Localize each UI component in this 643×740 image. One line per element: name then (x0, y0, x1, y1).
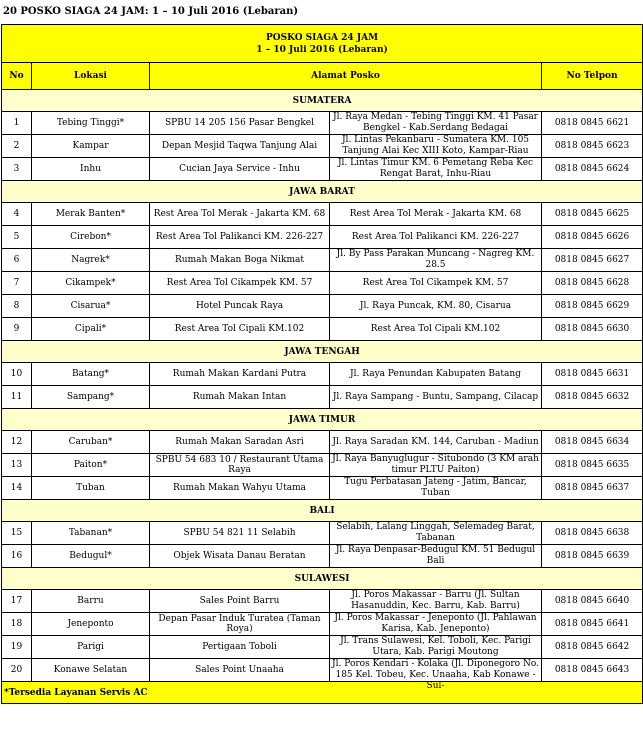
column-header-telpon: No Telpon (542, 63, 643, 90)
table-row (2, 158, 643, 181)
section-row (2, 409, 643, 431)
cell-lokasi: Merak Banten* (32, 203, 150, 226)
cell-lokasi: Cikampek* (32, 272, 150, 295)
address-text: Jl. Trans Sulawesi, Kel. Toboli, Kec. Parigi Utara, Kab. Parigi Moutong (340, 636, 531, 657)
cell-no: 10 (2, 363, 32, 386)
cell-alamat (330, 545, 542, 568)
cell-no: 8 (2, 295, 32, 318)
address-text: Jl. Raya Sampang - Buntu, Sampang, Cilacap (332, 391, 539, 402)
header-line1: POSKO SIAGA 24 JAM (266, 32, 379, 43)
cell-lokasi: Batang* (32, 363, 150, 386)
section-header: JAWA TIMUR (2, 409, 643, 431)
cell-no: 7 (2, 272, 32, 295)
column-header-lokasi: Lokasi (32, 63, 150, 90)
table-body (2, 90, 643, 691)
cell-telpon: 0818 0845 6621 (542, 112, 643, 135)
table-row (2, 318, 643, 341)
cell-posko: Rumah Makan Kardani Putra (150, 363, 330, 386)
cell-telpon: 0818 0845 6638 (542, 522, 643, 545)
section-header: JAWA TENGAH (2, 341, 643, 363)
cell-posko: Depan Mesjid Taqwa Tanjung Alai (150, 135, 330, 158)
cell-telpon: 0818 0845 6627 (542, 249, 643, 272)
table-row (2, 431, 643, 454)
table-row (2, 659, 643, 682)
cell-no: 16 (2, 545, 32, 568)
cell-telpon: 0818 0845 6631 (542, 363, 643, 386)
cell-lokasi: Kampar (32, 135, 150, 158)
cell-no: 18 (2, 613, 32, 636)
cell-alamat (330, 158, 542, 181)
cell-telpon: 0818 0845 6626 (542, 226, 643, 249)
cell-no: 3 (2, 158, 32, 181)
cell-lokasi: Nagrek* (32, 249, 150, 272)
table-main-header (2, 25, 643, 63)
cell-posko: Depan Pasar Induk Turatea (Taman Roya) (150, 613, 330, 636)
cell-lokasi: Cipali* (32, 318, 150, 341)
cell-alamat (330, 454, 542, 477)
address-text: Jl. Lintas Timur KM. 6 Pemetang Reba Kec Rengat Barat, Inhu-Riau (337, 158, 534, 179)
cell-lokasi: Cisarua* (32, 295, 150, 318)
cell-posko: Objek Wisata Danau Beratan (150, 545, 330, 568)
address-text: Jl. Raya Penundan Kabupaten Batang (350, 368, 521, 379)
address-text: Jl. Raya Puncak, KM. 80, Cisarua (359, 300, 512, 311)
table-row (2, 135, 643, 158)
column-header-no: No (2, 63, 32, 90)
address-text: Jl. Raya Medan - Tebing Tinggi KM. 41 Pasar Bengkel - Kab.Serdang Bedagai (332, 112, 538, 133)
address-text: Rest Area Tol Merak - Jakarta KM. 68 (349, 208, 522, 219)
cell-telpon: 0818 0845 6628 (542, 272, 643, 295)
cell-alamat (330, 295, 542, 318)
cell-posko: Hotel Puncak Raya (150, 295, 330, 318)
cell-no: 20 (2, 659, 32, 682)
cell-telpon: 0818 0845 6623 (542, 135, 643, 158)
section-row (2, 181, 643, 203)
cell-lokasi: Barru (32, 590, 150, 613)
cell-posko: Rest Area Tol Cipali KM.102 (150, 318, 330, 341)
cell-lokasi: Jeneponto (32, 613, 150, 636)
table-row (2, 226, 643, 249)
cell-telpon: 0818 0845 6632 (542, 386, 643, 409)
cell-alamat (330, 249, 542, 272)
cell-alamat (330, 659, 542, 691)
cell-lokasi: Caruban* (32, 431, 150, 454)
cell-lokasi: Parigi (32, 636, 150, 659)
table-row (2, 636, 643, 659)
section-row (2, 500, 643, 522)
cell-alamat (330, 363, 542, 386)
address-text: Jl. Raya Denpasar-Bedugul KM. 51 Bedugul Bali (335, 545, 536, 566)
cell-no: 15 (2, 522, 32, 545)
address-text: Jl. Lintas Pekanbaru - Sumatera KM. 105 Tanjung Alai Kec XIII Koto, Kampar-Riau (341, 135, 530, 156)
table-row (2, 249, 643, 272)
cell-no: 19 (2, 636, 32, 659)
posko-table (1, 24, 643, 704)
cell-lokasi: Tabanan* (32, 522, 150, 545)
cell-alamat (330, 636, 542, 659)
address-text: Jl. By Pass Parakan Muncang - Nagreg KM. 28.5 (336, 249, 535, 270)
cell-telpon: 0818 0845 6625 (542, 203, 643, 226)
cell-posko: SPBU 54 683 10 / Restaurant Utama Raya (150, 454, 330, 477)
cell-lokasi: Bedugul* (32, 545, 150, 568)
cell-posko: Rest Area Tol Palikanci KM. 226-227 (150, 226, 330, 249)
cell-posko: Rumah Makan Saradan Asri (150, 431, 330, 454)
cell-telpon: 0818 0845 6640 (542, 590, 643, 613)
section-header: SULAWESI (2, 568, 643, 590)
cell-lokasi: Tuban (32, 477, 150, 500)
cell-telpon: 0818 0845 6629 (542, 295, 643, 318)
cell-lokasi: Sampang* (32, 386, 150, 409)
cell-alamat (330, 590, 542, 613)
cell-no: 17 (2, 590, 32, 613)
cell-posko: Rest Area Tol Merak - Jakarta KM. 68 (150, 203, 330, 226)
cell-posko: Rest Area Tol Cikampek KM. 57 (150, 272, 330, 295)
cell-posko: SPBU 14 205 156 Pasar Bengkel (150, 112, 330, 135)
cell-alamat (330, 522, 542, 545)
cell-posko: Sales Point Unaaha (150, 659, 330, 682)
cell-no: 2 (2, 135, 32, 158)
cell-alamat (330, 112, 542, 135)
address-text: Rest Area Tol Cikampek KM. 57 (362, 277, 509, 288)
cell-alamat (330, 431, 542, 454)
footer-note: *Tersedia Layanan Servis AC (2, 682, 643, 704)
cell-no: 4 (2, 203, 32, 226)
cell-telpon: 0818 0845 6624 (542, 158, 643, 181)
cell-posko: Rumah Makan Boga Nikmat (150, 249, 330, 272)
cell-lokasi: Cirebon* (32, 226, 150, 249)
table-row (2, 545, 643, 568)
cell-posko: Pertigaan Toboli (150, 636, 330, 659)
cell-no: 6 (2, 249, 32, 272)
document-title: 20 POSKO SIAGA 24 JAM: 1 – 10 Juli 2016 (Lebaran) (3, 6, 299, 17)
address-text: Jl. Poros Makassar - Barru (Jl. Sultan Hasanuddin, Kec. Barru, Kab. Barru) (351, 590, 520, 611)
section-row (2, 568, 643, 590)
cell-posko: Rumah Makan Wahyu Utama (150, 477, 330, 500)
table-row (2, 454, 643, 477)
cell-telpon: 0818 0845 6642 (542, 636, 643, 659)
address-text: Jl. Poros Makassar - Jeneponto (Jl. Pahlawan Karisa, Kab. Jeneponto) (334, 613, 537, 634)
address-text: Selabih, Lalang Linggah, Selemadeg Barat, Tabanan (336, 522, 535, 543)
cell-no: 9 (2, 318, 32, 341)
address-text: Jl. Poros Kendari - Kolaka (Jl. Diponegoro No. 185 Kel. Tobeu, Kec. Unaaha, Kab Konawe - Sul- (332, 659, 539, 691)
table-row (2, 203, 643, 226)
address-text: Rest Area Tol Cipali KM.102 (370, 323, 501, 334)
address-text: Jl. Raya Saradan KM. 144, Caruban - Madiun (332, 436, 539, 447)
cell-no: 1 (2, 112, 32, 135)
table-row (2, 613, 643, 636)
cell-telpon: 0818 0845 6637 (542, 477, 643, 500)
cell-telpon: 0818 0845 6639 (542, 545, 643, 568)
table-row (2, 363, 643, 386)
cell-no: 13 (2, 454, 32, 477)
table-row (2, 386, 643, 409)
cell-no: 5 (2, 226, 32, 249)
cell-alamat (330, 477, 542, 500)
cell-alamat (330, 386, 542, 409)
table-row (2, 590, 643, 613)
cell-no: 11 (2, 386, 32, 409)
cell-posko: SPBU 54 821 11 Selabih (150, 522, 330, 545)
cell-alamat (330, 226, 542, 249)
cell-alamat (330, 613, 542, 636)
cell-alamat (330, 272, 542, 295)
cell-telpon: 0818 0845 6643 (542, 659, 643, 682)
cell-alamat (330, 135, 542, 158)
table-row (2, 477, 643, 500)
cell-lokasi: Tebing Tinggi* (32, 112, 150, 135)
section-header: JAWA BARAT (2, 181, 643, 203)
section-header: BALI (2, 500, 643, 522)
cell-lokasi: Inhu (32, 158, 150, 181)
cell-telpon: 0818 0845 6641 (542, 613, 643, 636)
cell-telpon: 0818 0845 6630 (542, 318, 643, 341)
address-text: Rest Area Tol Palikanci KM. 226-227 (351, 231, 520, 242)
column-header-alamat: Alamat Posko (150, 63, 542, 90)
table-row (2, 295, 643, 318)
cell-telpon: 0818 0845 6634 (542, 431, 643, 454)
cell-alamat (330, 318, 542, 341)
cell-no: 14 (2, 477, 32, 500)
table-row (2, 272, 643, 295)
cell-posko: Cucian Jaya Service - Inhu (150, 158, 330, 181)
address-text: Jl. Raya Banyuglugur - Situbondo (3 KM arah timur PLTU Paiton) (332, 454, 539, 475)
table-row (2, 522, 643, 545)
cell-posko: Rumah Makan Intan (150, 386, 330, 409)
table-row (2, 112, 643, 135)
section-row (2, 341, 643, 363)
cell-no: 12 (2, 431, 32, 454)
cell-lokasi: Paiton* (32, 454, 150, 477)
address-text: Tugu Perbatasan Jateng - Jatim, Bancar, Tuban (344, 477, 527, 498)
header-line2: 1 – 10 Juli 2016 (Lebaran) (256, 44, 388, 55)
cell-posko: Sales Point Barru (150, 590, 330, 613)
section-header: SUMATERA (2, 90, 643, 112)
cell-lokasi: Konawe Selatan (32, 659, 150, 682)
section-row (2, 90, 643, 112)
cell-alamat (330, 203, 542, 226)
cell-telpon: 0818 0845 6635 (542, 454, 643, 477)
